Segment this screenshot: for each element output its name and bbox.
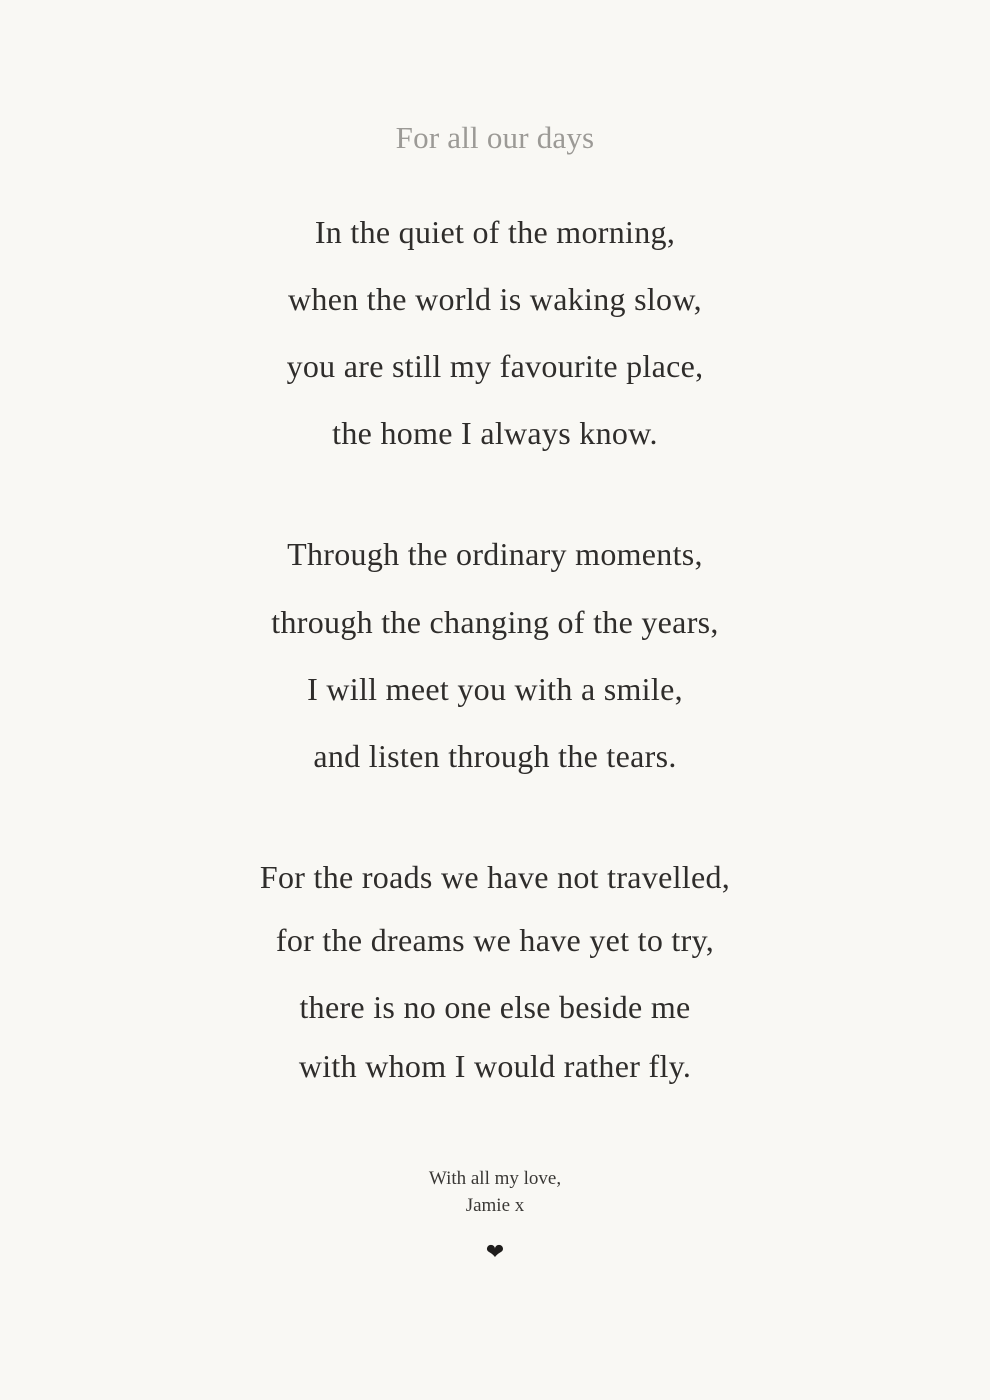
stanza-2-line-1: Through the ordinary moments,	[287, 536, 703, 572]
stanza-1-line-4: the home I always know.	[332, 415, 658, 451]
stanza-2-line-4: and listen through the tears.	[313, 738, 677, 774]
stanza-3-line-2: for the dreams we have yet to try,	[275, 922, 715, 958]
heart-icon: ❤	[485, 1239, 505, 1264]
poem-title: For all our days	[395, 120, 595, 155]
stanza-1-line-2: when the world is waking slow,	[288, 281, 702, 317]
signoff-name: Jamie x	[465, 1195, 525, 1216]
stanza-1-line-1: In the quiet of the morning,	[314, 214, 676, 250]
stanza-2-line-2: through the changing of the years,	[271, 604, 719, 640]
signoff-closing: With all my love,	[428, 1168, 562, 1189]
stanza-1-line-3: you are still my favourite place,	[286, 348, 704, 384]
stanza-2-line-3: I will meet you with a smile,	[307, 671, 683, 707]
stanza-3-line-1: For the roads we have not travelled,	[259, 859, 731, 895]
stanza-3-line-3: there is no one else beside me	[299, 989, 691, 1025]
stanza-3-line-4: with whom I would rather fly.	[298, 1048, 692, 1084]
